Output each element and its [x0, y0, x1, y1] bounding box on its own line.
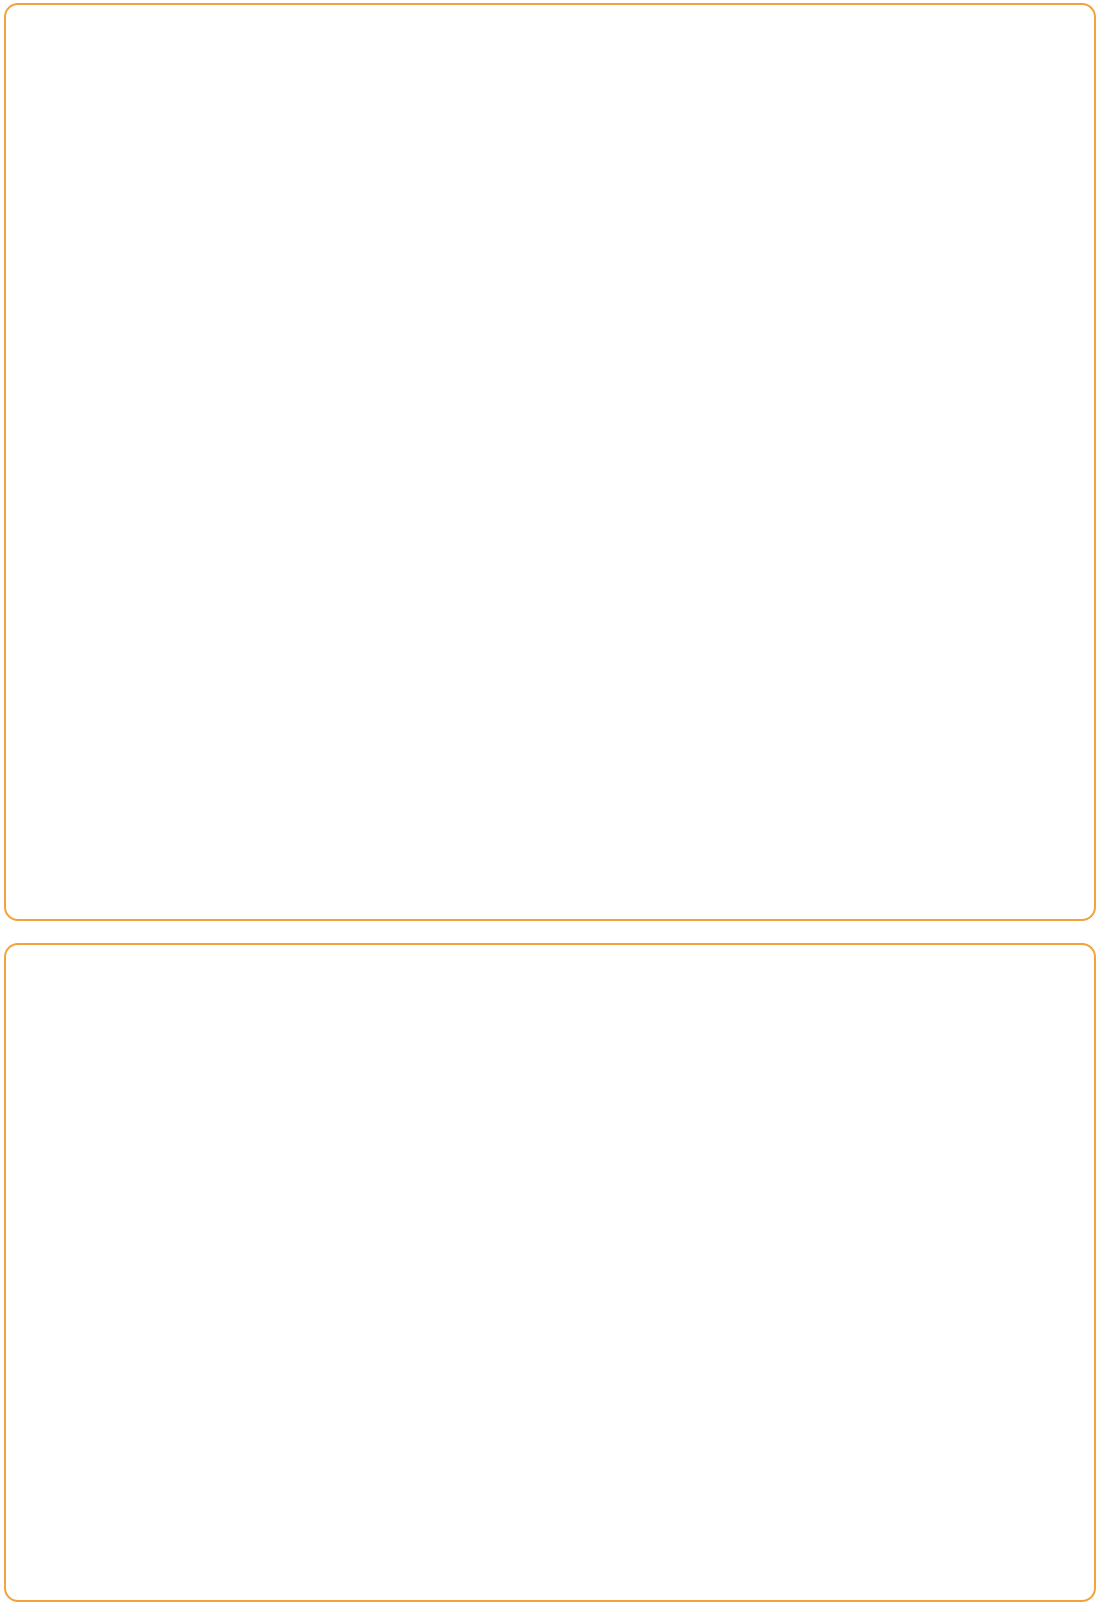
header-ref-new-bottom-right	[628, 945, 702, 974]
grid-top	[6, 5, 1094, 919]
header-designation-bottom-right	[730, 945, 1072, 974]
header-ref-new-bottom	[90, 945, 163, 974]
header-designation-bottom	[190, 945, 519, 974]
header-ref-new	[90, 5, 163, 34]
header-ref-old-right	[547, 5, 618, 34]
header-ref-old-bottom-right	[547, 945, 618, 974]
parts-table-top	[4, 3, 1096, 921]
header-designation-right	[730, 5, 1072, 34]
header-designation	[190, 5, 519, 34]
grid-bottom	[6, 945, 1094, 1600]
header-ref-old-bottom	[11, 945, 81, 974]
parts-table-bottom	[4, 943, 1096, 1602]
header-ref-old	[11, 5, 81, 34]
header-ref-new-right	[628, 5, 702, 34]
